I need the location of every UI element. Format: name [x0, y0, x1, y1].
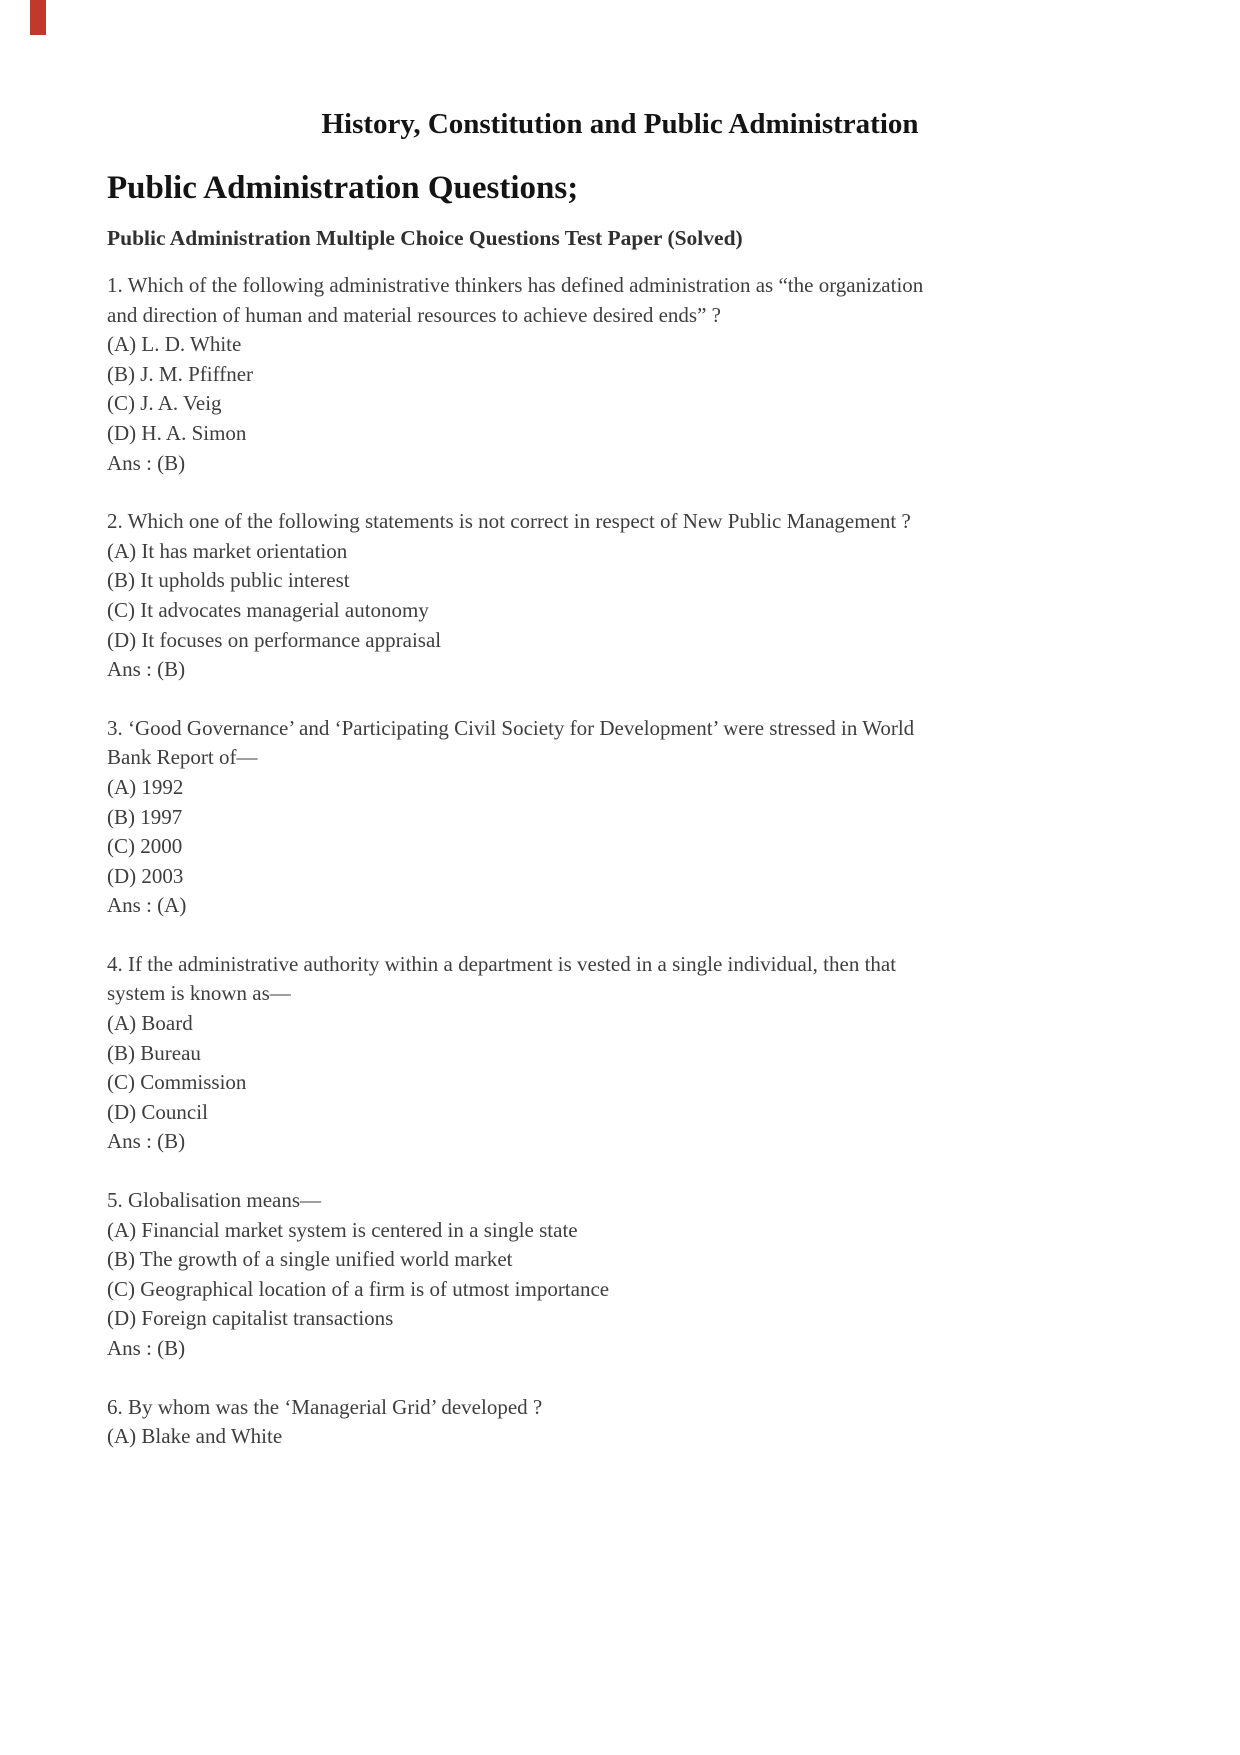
question-option: (C) 2000 [107, 834, 183, 859]
question-options [107, 330, 1133, 448]
question-option: (B) The growth of a single unified world market [107, 1247, 513, 1272]
question-option: (C) J. A. Veig [107, 391, 222, 416]
section-heading: Public Administration Questions; [107, 170, 579, 206]
question-option: (A) Board [107, 1011, 193, 1036]
question-options [107, 773, 1133, 891]
question-list [107, 271, 1133, 1452]
question-option: (B) Bureau [107, 1040, 201, 1065]
question-option: (B) 1997 [107, 804, 183, 829]
question-text-line: 2. Which one of the following statements is not correct in respect of New Public Management ? [107, 509, 911, 534]
question-text-line: Bank Report of— [107, 745, 258, 770]
question-options [107, 1422, 1133, 1452]
question-text [107, 1393, 1133, 1423]
question-text-line: 4. If the administrative authority within a department is vested in a single individual, then that [107, 951, 897, 976]
question-option: (D) H. A. Simon [107, 420, 247, 445]
question-option: (C) It advocates managerial autonomy [107, 597, 429, 622]
question-text [107, 714, 1133, 773]
question-block [107, 507, 1133, 685]
question-text [107, 950, 1133, 1009]
question-option: (D) 2003 [107, 863, 184, 888]
question-answer: Ans : (B) [107, 450, 186, 475]
corner-marker [30, 0, 46, 35]
question-text-line: 6. By whom was the ‘Managerial Grid’ developed ? [107, 1394, 543, 1419]
question-text-line: 1. Which of the following administrative thinkers has defined administration as “the organization [107, 273, 924, 297]
question-option: (D) Council [107, 1099, 208, 1124]
question-option: (A) Financial market system is centered in a single state [107, 1217, 578, 1242]
question-text-line: 5. Globalisation means— [107, 1188, 322, 1213]
question-text-line: and direction of human and material resources to achieve desired ends” ? [107, 302, 721, 327]
question-text-line: 3. ‘Good Governance’ and ‘Participating Civil Society for Development’ were stressed in World [107, 715, 915, 740]
question-answer: Ans : (B) [107, 1336, 186, 1360]
question-block [107, 950, 1133, 1157]
question-option: (A) It has market orientation [107, 538, 348, 563]
question-answer: Ans : (A) [107, 893, 187, 918]
question-block [107, 714, 1133, 921]
question-option: (A) L. D. White [107, 332, 242, 357]
question-answer: Ans : (B) [107, 1129, 186, 1154]
question-option: (C) Commission [107, 1070, 247, 1095]
question-options [107, 1216, 1133, 1334]
question-options [107, 537, 1133, 655]
question-text [107, 271, 1133, 330]
question-answer: Ans : (B) [107, 657, 186, 682]
document-title: History, Constitution and Public Administration [321, 108, 919, 140]
question-option: (B) It upholds public interest [107, 568, 350, 593]
question-option: (B) J. M. Pfiffner [107, 361, 254, 386]
question-block [107, 1186, 1133, 1364]
question-option: (A) Blake and White [107, 1424, 283, 1449]
question-options [107, 1009, 1133, 1127]
question-block [107, 271, 1133, 478]
question-option: (A) 1992 [107, 774, 184, 799]
question-text [107, 1186, 1133, 1216]
question-option: (D) Foreign capitalist transactions [107, 1306, 394, 1331]
question-text [107, 507, 1133, 537]
question-block [107, 1393, 1133, 1452]
question-option: (D) It focuses on performance appraisal [107, 627, 442, 652]
question-option: (C) Geographical location of a firm is of utmost importance [107, 1276, 610, 1301]
sub-heading: Public Administration Multiple Choice Questions Test Paper (Solved) [107, 226, 743, 250]
question-text-line: system is known as— [107, 981, 291, 1006]
